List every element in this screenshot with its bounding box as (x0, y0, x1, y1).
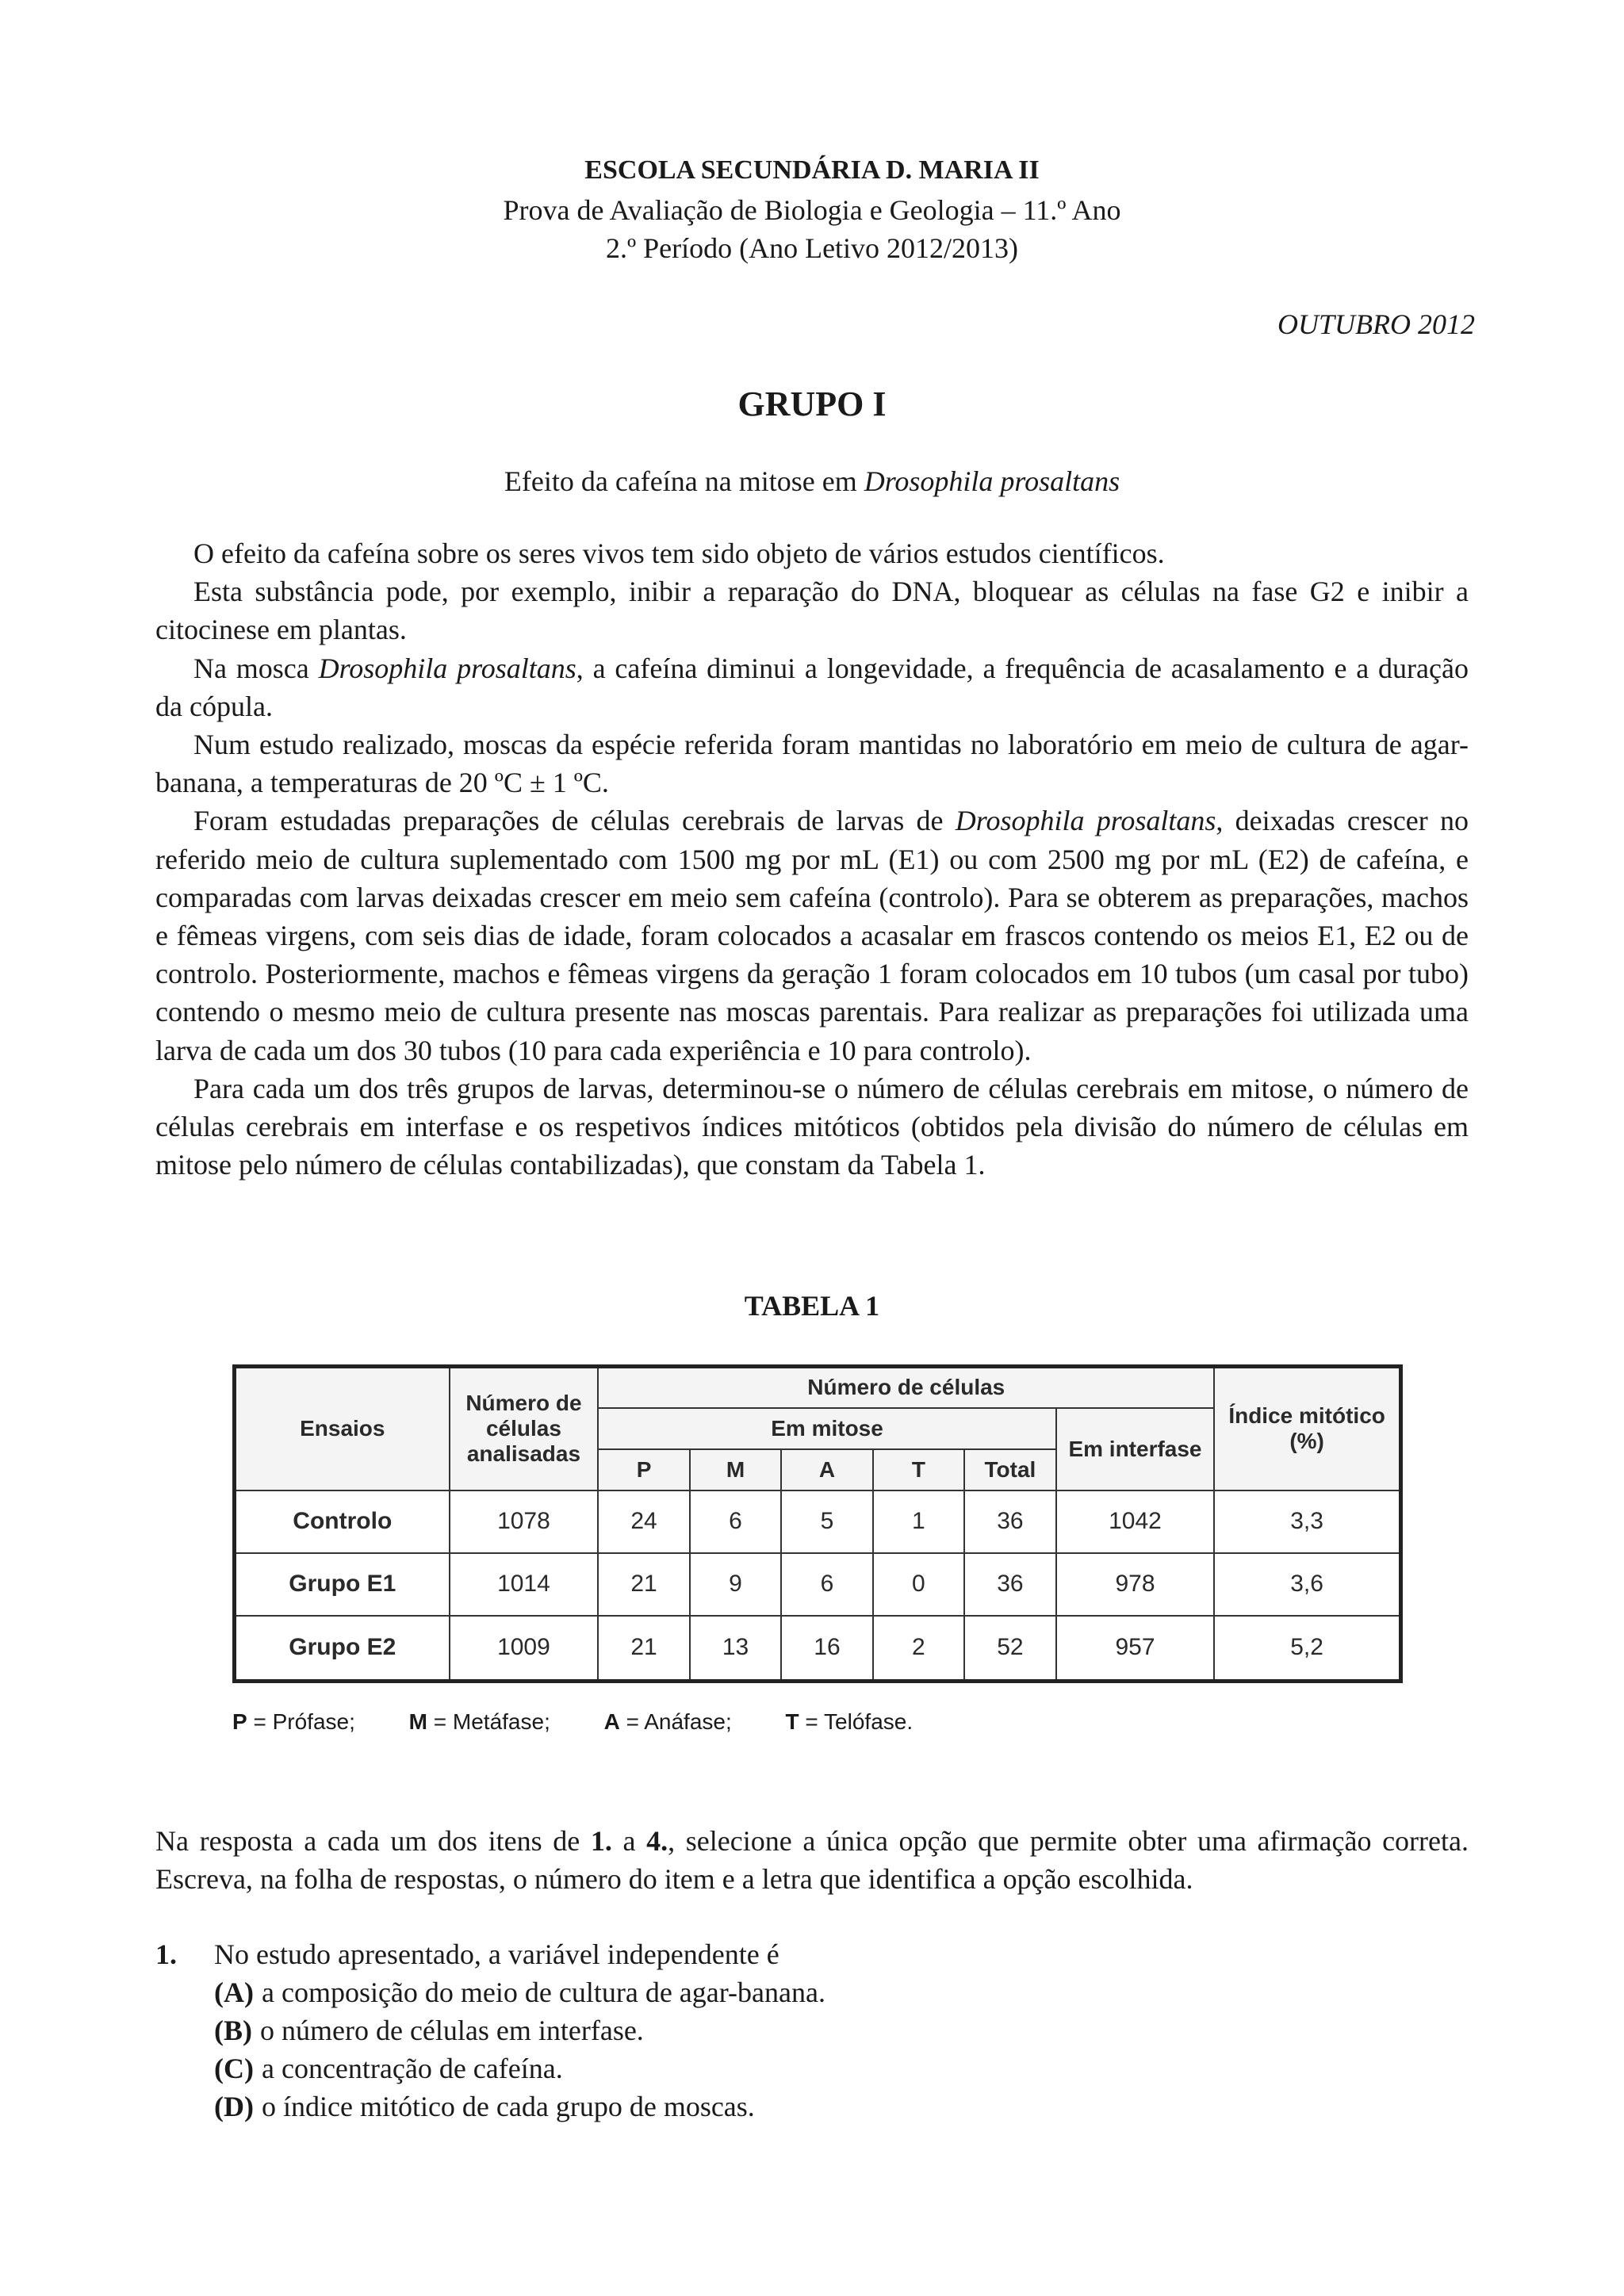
cell-indice: 3,6 (1214, 1553, 1400, 1616)
cell-total: 52 (964, 1616, 1056, 1682)
legend-m-key: M (408, 1709, 427, 1734)
intro-text (155, 534, 1469, 1184)
legend-a-value: = Anáfase; (619, 1709, 732, 1734)
option-letter: (C) (214, 2053, 254, 2084)
paragraph-6: Para cada um dos três grupos de larvas, determinou-se o número de células cerebrais em mitose, o número de células cerebrais em interfase e os respetivos índices mitóticos (obtidos pela divisão do número de células em mitose pelo número de células contabilizadas), que constam da Tabela 1. (155, 1072, 1469, 1181)
paragraph-4: Num estudo realizado, moscas da espécie referida foram mantidas no laboratório em meio de cultura de agar-banana, a temperaturas de 20 ºC ± 1 ºC. (155, 729, 1469, 799)
instructions-item-last: 4. (646, 1825, 668, 1857)
legend-telophase (786, 1709, 937, 1734)
table-title: TABELA 1 (744, 1290, 880, 1322)
exam-date: OUTUBRO 2012 (1277, 308, 1475, 340)
cell-ensaio: Controlo (235, 1490, 450, 1553)
paragraph-3-species: Drosophila prosaltans (318, 652, 576, 684)
table-legend (232, 1709, 960, 1735)
header-m: M (690, 1449, 781, 1490)
legend-t-value: = Telófase. (799, 1709, 914, 1734)
option-letter: (B) (214, 2015, 252, 2046)
group-subtitle (0, 465, 1624, 498)
cell-m: 13 (690, 1616, 781, 1682)
cell-interfase: 957 (1056, 1616, 1214, 1682)
cell-p: 21 (598, 1616, 689, 1682)
paragraph-5-species: Drosophila prosaltans (955, 805, 1216, 837)
header-indice: Índice mitótico (%) (1214, 1367, 1400, 1490)
option-letter: (D) (214, 2091, 254, 2122)
option-text: a concentração de cafeína. (261, 2053, 563, 2084)
subtitle-text: Efeito da cafeína na mitose em (504, 465, 864, 497)
header-ensaios: Ensaios (235, 1367, 450, 1490)
cell-m: 9 (690, 1553, 781, 1616)
cell-analisadas: 1014 (450, 1553, 599, 1616)
instructions-text (155, 1822, 1469, 1898)
school-name: ESCOLA SECUNDÁRIA D. MARIA II (584, 155, 1040, 185)
legend-p-value: = Prófase; (247, 1709, 355, 1734)
legend-m-value: = Metáfase; (427, 1709, 550, 1734)
instructions (155, 1822, 1469, 1898)
instructions-part-e: , selecione a única opção que permite obter uma afirmação correta. Escreva, na folha de respostas, o número do item e a letra que identifica a opção escolhida. (155, 1825, 1469, 1896)
paragraph-5 (155, 802, 1469, 1069)
option-text: o índice mitótico de cada grupo de moscas. (261, 2091, 755, 2122)
header-em-mitose: Em mitose (598, 1408, 1055, 1449)
header-interfase: Em interfase (1056, 1408, 1214, 1490)
header-p: P (598, 1449, 689, 1490)
option-letter: (A) (214, 1976, 254, 2008)
question-1-stem: No estudo apresentado, a variável independente é (214, 1938, 779, 1970)
table-row (235, 1616, 1401, 1682)
question-1-option-b (214, 2014, 644, 2047)
subtitle-species: Drosophila prosaltans (864, 465, 1120, 497)
option-text: o número de células em interfase. (260, 2015, 644, 2046)
cell-t: 0 (873, 1553, 964, 1616)
legend-a-key: A (603, 1709, 620, 1734)
instructions-part-a: Na resposta a cada um dos itens de (155, 1825, 591, 1857)
question-1-option-a (214, 1976, 825, 2009)
header-t: T (873, 1449, 964, 1490)
cell-p: 21 (598, 1553, 689, 1616)
instructions-item-first: 1. (590, 1825, 612, 1857)
cell-analisadas: 1009 (450, 1616, 599, 1682)
legend-metaphase (409, 1709, 574, 1734)
paragraph-3 (155, 649, 1469, 725)
cell-a: 16 (781, 1616, 872, 1682)
cell-interfase: 978 (1056, 1553, 1214, 1616)
option-text: a composição do meio de cultura de agar-banana. (261, 1976, 825, 2008)
header-a: A (781, 1449, 872, 1490)
paragraph-1: O efeito da cafeína sobre os seres vivos tem sido objeto de vários estudos científicos. (193, 538, 1165, 569)
cell-a: 5 (781, 1490, 872, 1553)
question-1-option-d (214, 2090, 755, 2123)
cell-p: 24 (598, 1490, 689, 1553)
exam-title: Prova de Avaliação de Biologia e Geologia – 11.º Ano (503, 194, 1121, 226)
paragraph-5-end: , deixadas crescer no referido meio de cultura suplementado com 1500 mg por mL (E1) ou com 2500 mg por mL (E2) de cafeína, e comparadas com larvas deixadas crescer em meio sem cafeína (controlo). Para se obterem as preparações, machos e fêmeas virgens, com seis dias de idade, foram colocados a acasalar em frascos contendo os meios E1, E2 ou de controlo. Posteriormente, machos e fêmeas virgens da geração 1 foram colocados em 10 tubos (um casal por tubo) contendo o mesmo meio de cultura presente nas moscas parentais. Para realizar as preparações foi utilizada uma larva de cada um dos 30 tubos (10 para cada experiência e 10 para controlo). (155, 805, 1469, 1066)
results-table-wrap (232, 1364, 1403, 1683)
cell-indice: 3,3 (1214, 1490, 1400, 1553)
results-table (232, 1364, 1403, 1683)
paragraph-3-end: , a cafeína diminui a longevidade, a frequência de acasalamento e a duração da cópula. (155, 652, 1469, 722)
question-1-number: 1. (155, 1938, 177, 1970)
cell-ensaio: Grupo E1 (235, 1553, 450, 1616)
instructions-part-c: a (611, 1825, 647, 1857)
legend-anaphase (604, 1709, 756, 1734)
cell-ensaio: Grupo E2 (235, 1616, 450, 1682)
group-title: GRUPO I (737, 385, 887, 423)
legend-p-key: P (232, 1709, 247, 1734)
cell-analisadas: 1078 (450, 1490, 599, 1553)
table-row (235, 1490, 1401, 1553)
question-1-option-c (214, 2052, 563, 2085)
cell-total: 36 (964, 1553, 1056, 1616)
legend-t-key: T (785, 1709, 799, 1734)
header-total: Total (964, 1449, 1056, 1490)
cell-total: 36 (964, 1490, 1056, 1553)
header-analisadas: Número de células analisadas (450, 1367, 599, 1490)
cell-a: 6 (781, 1553, 872, 1616)
cell-t: 2 (873, 1616, 964, 1682)
paragraph-5-start: Foram estudadas preparações de células cerebrais de larvas de (193, 805, 956, 837)
table-row (235, 1553, 1401, 1616)
cell-interfase: 1042 (1056, 1490, 1214, 1553)
header-numero-celulas: Número de células (598, 1367, 1214, 1408)
cell-m: 6 (690, 1490, 781, 1553)
paragraph-2: Esta substância pode, por exemplo, inibir a reparação do DNA, bloquear as células na fase G2 e inibir a citocinese em plantas. (155, 576, 1469, 646)
cell-indice: 5,2 (1214, 1616, 1400, 1682)
exam-period: 2.º Período (Ano Letivo 2012/2013) (605, 232, 1019, 264)
paragraph-3-start: Na mosca (193, 652, 319, 684)
cell-t: 1 (873, 1490, 964, 1553)
legend-prophase (232, 1709, 379, 1734)
